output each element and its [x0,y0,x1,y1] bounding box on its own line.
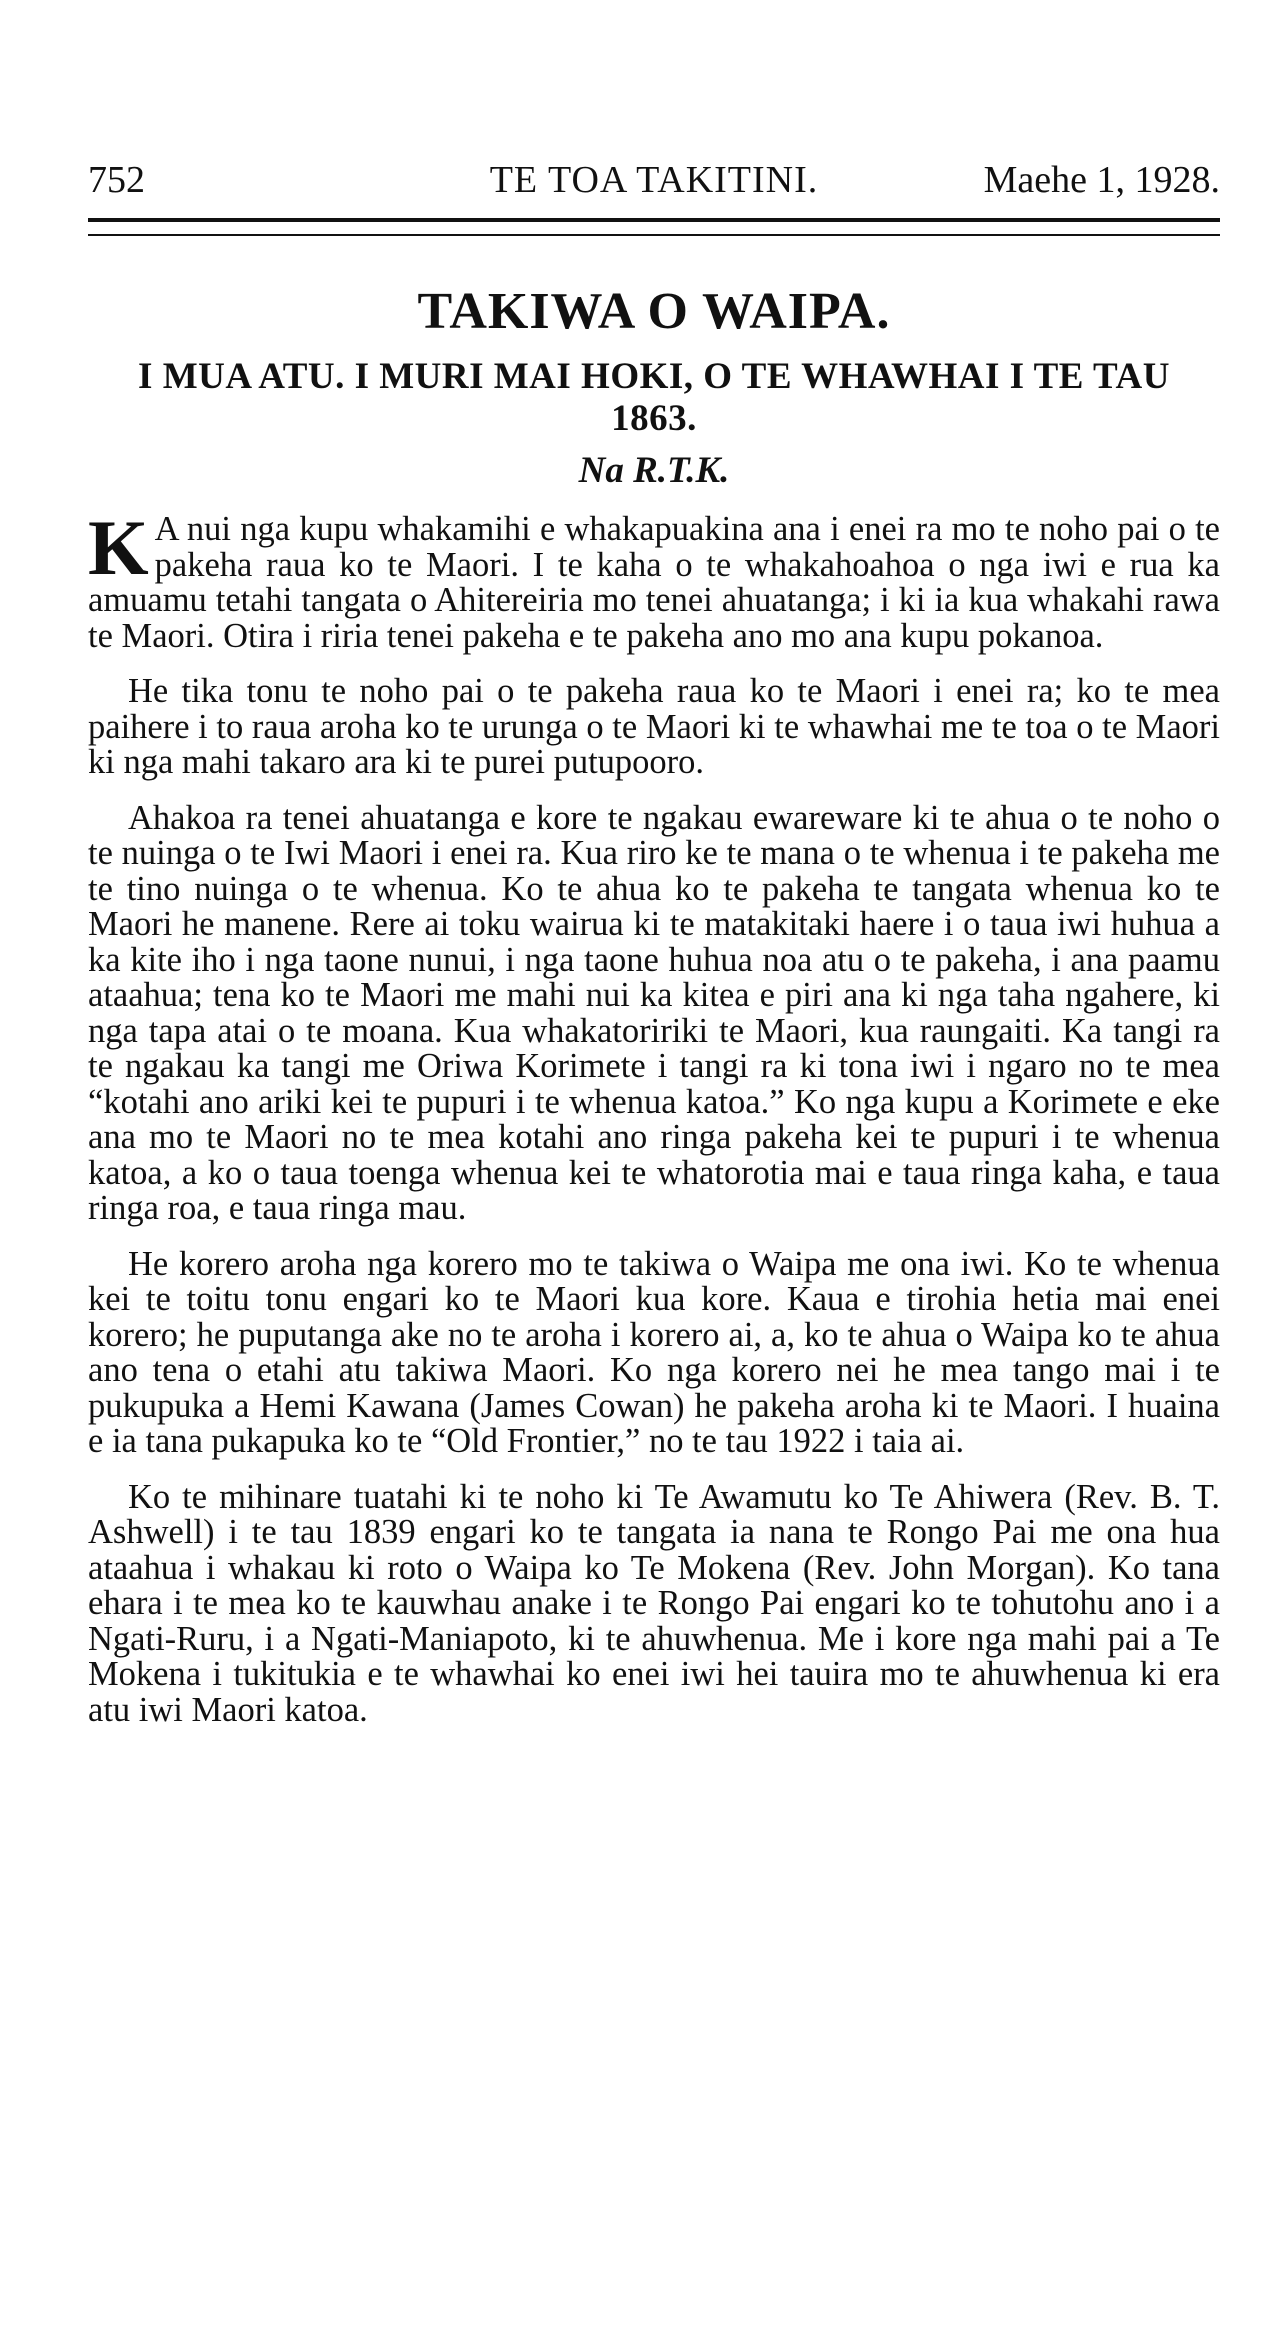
publication-title: TE TOA TAKITINI. [489,159,819,201]
header-rule [88,218,1220,236]
issue-date: Maehe 1, 1928. [983,159,1220,201]
paragraph-3: Ahakoa ra tenei ahuatanga e kore te ngakau ewareware ki te ahua o te noho o te nuinga o te Iwi Maori i enei ra. Kua riro ke te mana o te whenua i te pakeha me te tino nuinga o te whenua. Ko te ahua ko te pakeha te tangata whenua ko te Maori he manene. Rere ai toku wairua ki te matakitaki haere i o taua iwi huhua a ka kite iho i nga taone nunui, i nga taone huhua noa atu o te pakeha, i ana paamu ataahua; tena ko te Maori me mahi nui ka kitea e piri ana ki nga taha ngahere, ki nga tapa atai o te moana. Kua whakatoririki te Maori, kua raungaiti. Ka tangi ra te ngakau ka tangi me Oriwa Korimete i tangi ra ki tona iwi i ngaro no te mea “kotahi ano ariki kei te pupuri i te whenua katoa.” Ko nga kupu a Korimete e eke ana mo te Maori no te mea kotahi ano ringa pakeha kei te pupuri i te whenua katoa, a ko o taua toenga whenua kei te whatorotia mai e taua ringa kaha, e taua ringa roa, e taua ringa mau. [88,798,1220,1227]
article-body [88,504,1220,1729]
paragraph-4: He korero aroha nga korero mo te takiwa o Waipa me ona iwi. Ko te whenua kei te toitu tonu engari ko te Maori kua kore. Kaua e tirohia hetia mai enei korero; he puputanga ake no te aroha i korero ai, a, ko te ahua o Waipa ko te ahua ano tena o etahi atu takiwa Maori. Ko nga korero nei he mea tango mai i te pukupuka a Hemi Kawana (James Cowan) he pakeha aroha ki te Maori. I huaina e ia tana pukapuka ko te “Old Frontier,” no te tau 1922 i taia ai. [88,1244,1220,1460]
article-byline: Na R.T.K. [578,450,730,491]
paragraph-1-text: A nui nga kupu whakamihi e whakapuakina ana i enei ra mo te noho pai o te pakeha raua ko te Maori. I te kaha o te whakahoahoa o nga iwi e rua ka amuamu tetahi tangata o Ahitereiria mo tenei ahuatanga; i ki ia kua whakahi rawa te Maori. Otira i riria tenei pakeha e te pakeha ano mo ana kupu pokanoa. [88,510,1220,655]
page-number: 752 [88,159,145,201]
paragraph-1 [88,504,1220,655]
article-subtitle: I MUA ATU. I MURI MAI HOKI, O TE WHAWHAI I TE TAU 1863. [138,356,1170,439]
paragraph-5: Ko te mihinare tuatahi ki te noho ki Te Awamutu ko Te Ahiwera (Rev. B. T. Ashwell) i te tau 1839 engari ko te tangata ia nana te Rongo Pai me ona hua ataahua i whakau ki roto o Waipa ko Te Mokena (Rev. John Morgan). Ko tana ehara i te mea ko te kauwhau anake i te Rongo Pai engari ko te tohutohu ano i a Ngati-Ruru, i a Ngati-Maniapoto, ki te ahuwhenua. Me i kore nga mahi pai a Te Mokena i tukitukia e te whawhai ko enei iwi hei tauira mo te ahuwhenua ki era atu iwi Maori katoa. [88,1477,1220,1729]
article-title: TAKIWA O WAIPA. [417,283,891,340]
drop-cap: K [88,504,149,591]
paragraph-2: He tika tonu te noho pai o te pakeha raua ko te Maori i enei ra; ko te mea paihere i to raua aroha ko te urunga o te Maori ki te whawhai me te toa o te Maori ki nga mahi takaro ara ki te purei putupooro. [88,672,1220,781]
document-page [88,150,1220,1748]
running-header [88,150,1220,210]
